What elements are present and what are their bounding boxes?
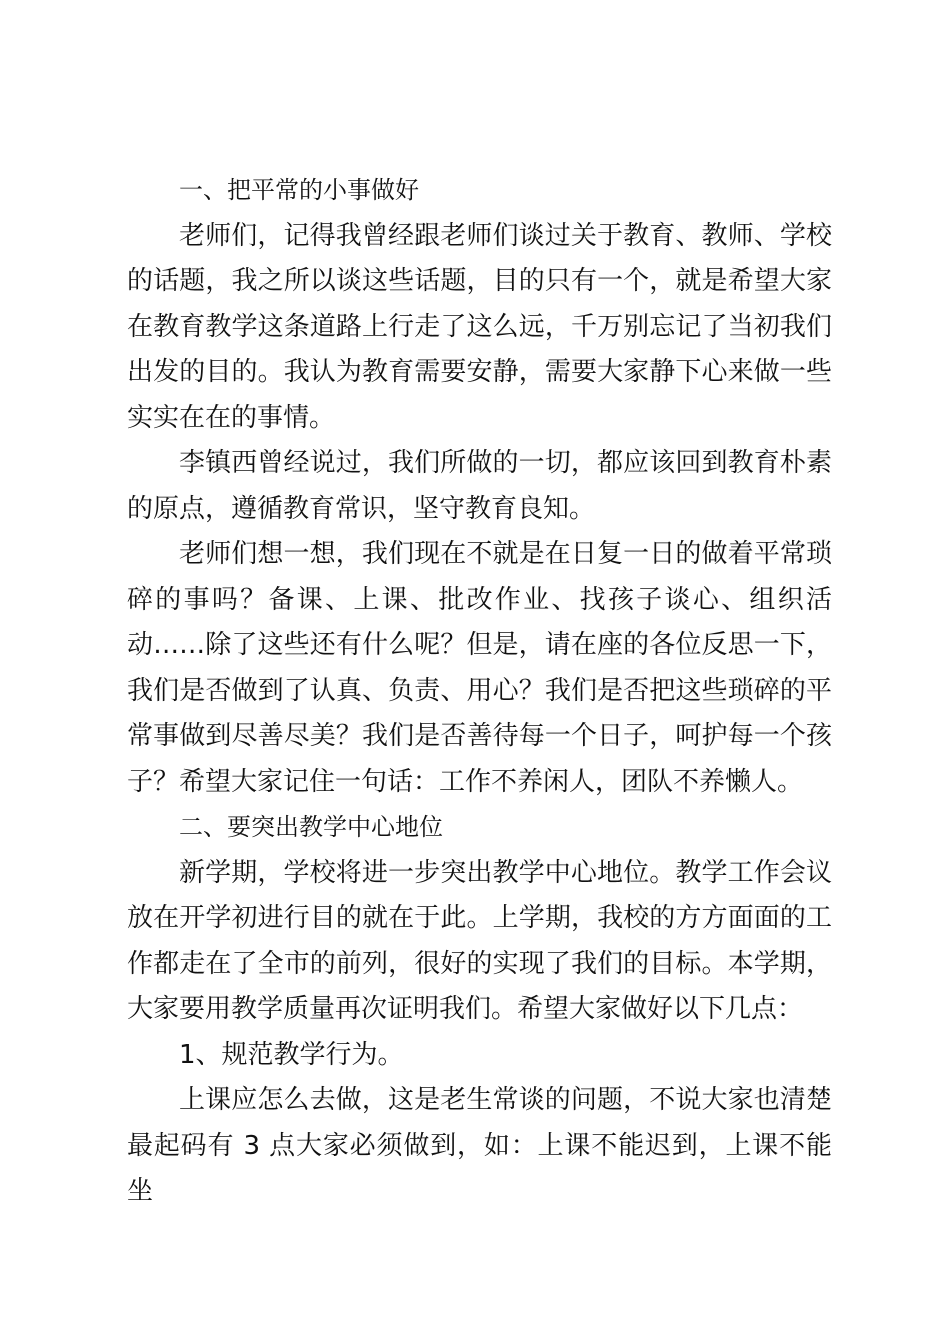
document-body [127,168,832,1215]
paragraph-daily-work-reflection: 老师们想一想，我们现在不就是在日复一日的做着平常琐碎的事吗？备课、上课、批改作业、找孩子谈心、组织活动……除了这些还有什么呢？但是，请在座的各位反思一下，我们是否做到了认真、负责、用心？我们是否把这些琐碎的平常事做到尽善尽美？我们是否善待每一个日子，呵护每一个孩子？希望大家记住一句话：工作不养闲人，团队不养懒人。 [127,539,832,797]
section-heading-2: 二、要突出教学中心地位 [179,813,443,841]
list-item-1-heading: 1、规范教学行为。 [179,1039,404,1070]
paragraph-li-zhenxi-quote: 李镇西曾经说过，我们所做的一切，都应该回到教育朴素的原点，遵循教育常识，坚守教育良知。 [127,448,832,524]
paragraph-new-semester: 新学期，学校将进一步突出教学中心地位。教学工作会议放在开学初进行目的就在于此。上学期，我校的方方面面的工作都走在了全市的前列，很好的实现了我们的目标。本学期，大家要用教学质量再次证明我们。希望大家做好以下几点： [127,857,832,1024]
paragraph-teachers-remember: 老师们，记得我曾经跟老师们谈过关于教育、教师、学校的话题，我之所以谈这些话题，目的只有一个，就是希望大家在教育教学这条道路上行走了这么远，千万别忘记了当初我们出发的目的。我认为教育需要安静，需要大家静下心来做一些实实在在的事情。 [127,220,832,433]
section-heading-1: 一、把平常的小事做好 [179,176,419,204]
paragraph-class-rules: 上课应怎么去做，这是老生常谈的问题，不说大家也清楚最起码有 3 点大家必须做到，如：上课不能迟到，上课不能坐 [127,1085,832,1206]
